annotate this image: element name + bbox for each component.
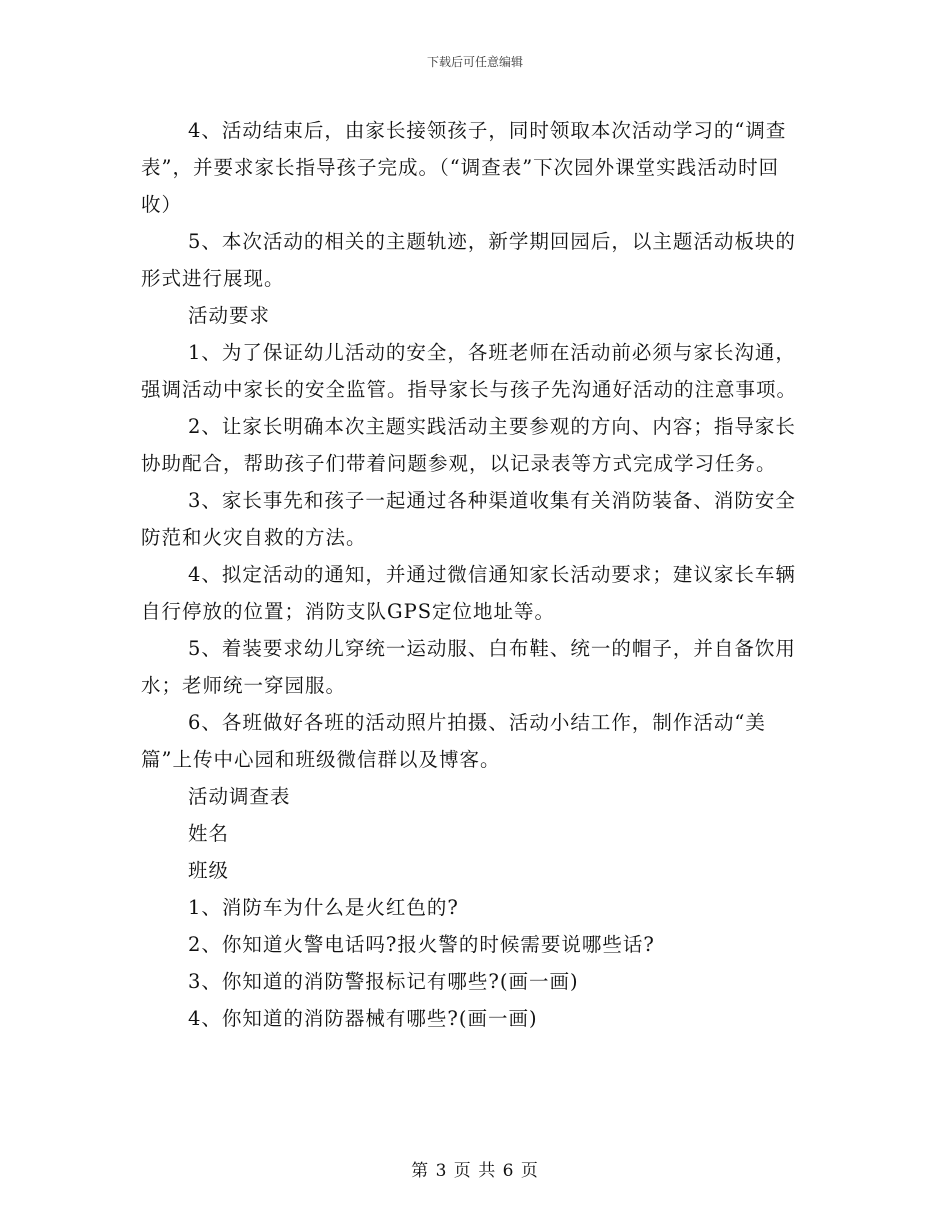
paragraph: 5、着装要求幼儿穿统一运动服、白布鞋、统一的帽子，并自备饮用水；老师统一穿园服。 [141,637,796,697]
survey-question: 4、你知道的消防器械有哪些?(画一画) [188,1007,538,1030]
section-heading: 活动调查表 [188,785,291,808]
paragraph: 3、家长事先和孩子一起通过各种渠道收集有关消防装备、消防安全防范和火灾自救的方法。 [141,489,796,549]
paragraph: 2、让家长明确本次主题实践活动主要参观的方向、内容；指导家长协助配合，帮助孩子们带着问题参观，以记录表等方式完成学习任务。 [141,415,796,475]
paragraph: 5、本次活动的相关的主题轨迹，新学期回园后，以主题活动板块的形式进行展现。 [141,230,796,290]
document-body [141,112,809,1037]
section-heading: 活动要求 [188,304,271,327]
form-field-label: 班级 [188,859,230,882]
survey-question: 2、你知道火警电话吗?报火警的时候需要说哪些话? [188,933,655,956]
paragraph: 4、活动结束后，由家长接领孩子，同时领取本次活动学习的“调查表”，并要求家长指导孩子完成。（“调查表”下次园外课堂实践活动时回收） [141,119,787,216]
paragraph: 1、为了保证幼儿活动的安全，各班老师在活动前必须与家长沟通，强调活动中家长的安全监管。指导家长与孩子先沟通好活动的注意事项。 [141,341,798,401]
page-header: 下载后可任意编辑 [426,55,523,69]
form-field-label: 姓名 [188,822,230,845]
survey-question: 3、你知道的消防警报标记有哪些?(画一画) [188,970,579,993]
paragraph: 4、拟定活动的通知，并通过微信通知家长活动要求；建议家长车辆自行停放的位置；消防支队GPS定位地址等。 [141,563,796,623]
paragraph: 6、各班做好各班的活动照片拍摄、活动小结工作，制作活动“美篇”上传中心园和班级微信群以及博客。 [141,711,766,771]
survey-question: 1、消防车为什么是火红色的? [188,896,459,919]
page-number: 第 3 页 共 6 页 [411,1161,539,1181]
